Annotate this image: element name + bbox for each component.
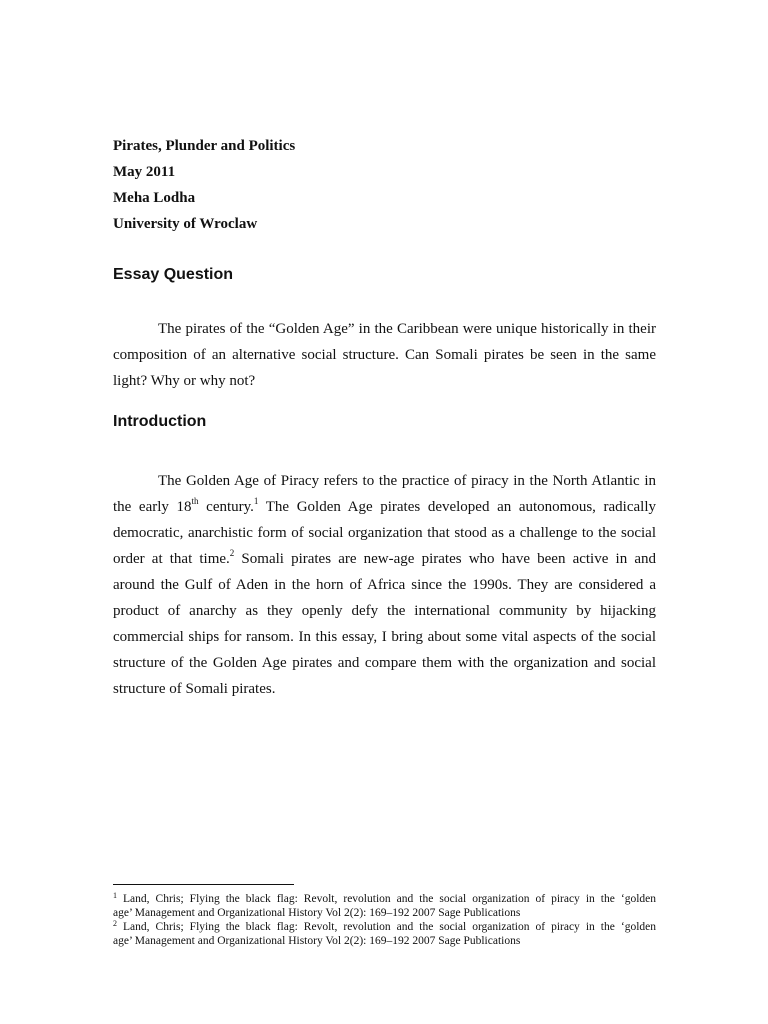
paragraph-line: The Golden Age of Piracy refers to the practice of piracy in the North Atlantic in xyxy=(158,473,656,489)
document-author: Meha Lodha xyxy=(113,190,196,206)
paragraph-line: structure of the Golden Age pirates and compare them with the organization and social xyxy=(113,655,656,671)
document-title: Pirates, Plunder and Politics xyxy=(113,138,296,154)
paragraph-line: product of anarchy as they openly defy the international community by hijacking xyxy=(113,603,656,619)
essay-question-heading: Essay Question xyxy=(113,266,234,283)
footnote-2: $^2$ Land, Chris; Flying the black flag: Revolt, revolution and the social organization of piracy in the ‘golden xyxy=(113,919,656,933)
footnote-2-continued: age’ Management and Organizational History Vol 2(2): 169–192 2007 Sage Publications xyxy=(113,935,521,947)
footnotes xyxy=(113,892,656,948)
paragraph-line: structure of Somali pirates. xyxy=(113,681,276,697)
footnote-number: 1 xyxy=(113,891,117,900)
footnote-ref-2[interactable]: 2 xyxy=(229,548,235,558)
introduction-paragraph xyxy=(113,468,656,702)
ordinal-superscript: th xyxy=(191,496,199,506)
paragraph-line: light? Why or why not? xyxy=(113,373,256,389)
essay-question-paragraph xyxy=(113,316,656,394)
document-institution: University of Wroclaw xyxy=(113,216,258,232)
paragraph-line: order at that time.$^2$ Somali pirates are new-age pirates who have been active in and xyxy=(113,548,656,567)
footnote-ref-1[interactable]: 1 xyxy=(253,496,259,506)
paragraph-line: composition of an alternative social structure. Can Somali pirates be seen in the same xyxy=(113,347,656,363)
introduction-heading: Introduction xyxy=(113,413,207,430)
document-header xyxy=(113,136,295,240)
footnote-1-continued: age’ Management and Organizational History Vol 2(2): 169–192 2007 Sage Publications xyxy=(113,907,521,919)
footnote-separator xyxy=(113,884,294,885)
document-date: May 2011 xyxy=(113,164,176,180)
paragraph-line: The pirates of the “Golden Age” in the Caribbean were unique historically in their xyxy=(158,321,656,337)
paragraph-line: the early 18th century.$^1$ The Golden Age pirates developed an autonomous, radically xyxy=(113,496,656,515)
paragraph-line: democratic, anarchistic form of social organization that stood as a challenge to the social xyxy=(113,525,656,541)
footnote-number: 2 xyxy=(113,919,117,928)
footnote-1: $^1$ Land, Chris; Flying the black flag: Revolt, revolution and the social organization of piracy in the ‘golden xyxy=(113,891,656,905)
paragraph-line: commercial ships for ransom. In this essay, I bring about some vital aspects of the social xyxy=(113,629,656,645)
paragraph-line: around the Gulf of Aden in the horn of Africa since the 1990s. They are considered a xyxy=(113,577,656,593)
